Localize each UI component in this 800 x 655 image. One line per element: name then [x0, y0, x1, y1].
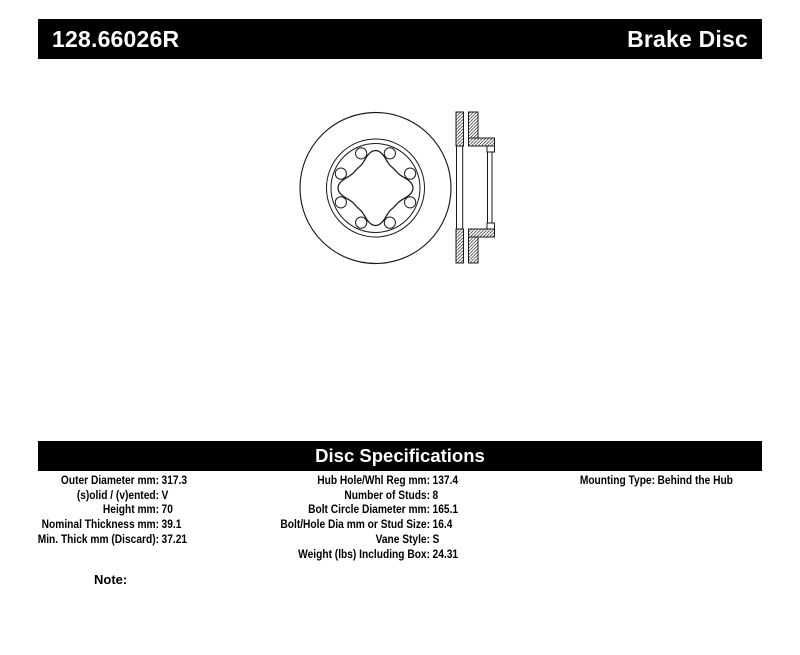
center-hole-outline: [338, 151, 413, 226]
spec-row: [260, 517, 524, 532]
spec-value: 37.21: [161, 531, 188, 546]
spec-row: [32, 488, 253, 503]
spec-column-middle: [260, 473, 524, 561]
spec-value: Behind the Hub: [657, 473, 733, 487]
spec-label: Outer Diameter mm:: [60, 473, 159, 487]
spec-value: 8: [432, 487, 439, 502]
spec-label: Number of Studs:: [344, 487, 430, 502]
spec-label: Weight (lbs) Including Box:: [298, 546, 430, 561]
hub-face-inner-circle: [331, 144, 420, 233]
spec-row: [32, 532, 253, 547]
spec-column-left: [32, 473, 253, 547]
spec-value: 137.4: [432, 473, 459, 487]
spec-label: Vane Style:: [375, 531, 430, 546]
spec-row: [260, 532, 524, 547]
spec-label: Nominal Thickness mm:: [41, 517, 159, 532]
spec-value: 16.4: [432, 517, 453, 532]
spec-label: Bolt/Hole Dia mm or Stud Size:: [280, 517, 430, 532]
spec-value: 39.1: [161, 517, 182, 532]
outer-diameter-circle: [300, 113, 451, 264]
spec-value: 165.1: [432, 502, 459, 517]
brake-disc-cross-section-view: [456, 112, 495, 263]
spec-label: Height mm:: [102, 502, 159, 517]
spec-section-title: Disc Specifications: [315, 445, 485, 466]
spec-value: 24.31: [432, 546, 459, 561]
spec-value: 317.3: [161, 473, 188, 487]
spec-row: [260, 473, 524, 488]
spec-column-right: [553, 473, 774, 488]
spec-row: [260, 547, 524, 562]
note-label: Note:: [94, 572, 128, 587]
spec-label: Hub Hole/Whl Reg mm:: [317, 473, 430, 487]
spec-value: V: [161, 487, 169, 502]
spec-value: S: [432, 531, 440, 546]
spec-label: Min. Thick mm (Discard):: [37, 531, 160, 546]
hub-face-outer-circle: [327, 139, 425, 237]
brake-disc-front-view: [300, 113, 451, 264]
part-number: 128.66026R: [52, 25, 180, 52]
spec-label: (s)olid / (v)ented:: [76, 487, 159, 502]
spec-value: 70: [161, 502, 173, 517]
spec-row: [260, 488, 524, 503]
spec-label: Bolt Circle Diameter mm:: [308, 502, 430, 517]
stud-holes: [335, 148, 416, 228]
brake-disc-drawing: [290, 100, 505, 275]
spec-row: [32, 502, 253, 517]
spec-row: [32, 517, 253, 532]
spec-label: Mounting Type:: [579, 473, 655, 487]
header-bar: [38, 19, 762, 59]
spec-row: [260, 502, 524, 517]
spec-section-bar: [38, 441, 762, 471]
spec-row: [553, 473, 774, 488]
product-title: Brake Disc: [627, 25, 748, 52]
spec-row: [32, 473, 253, 488]
